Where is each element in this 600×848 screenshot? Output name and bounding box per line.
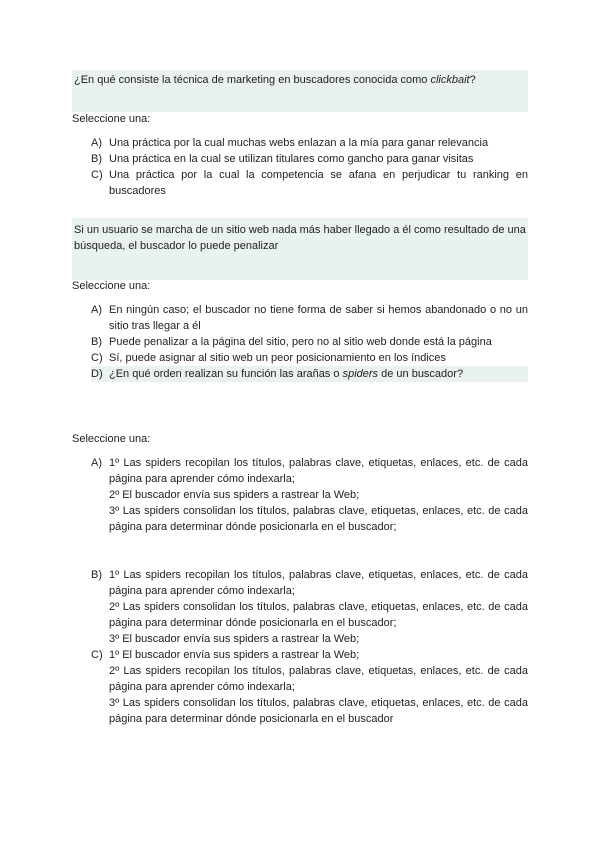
q2-option-c[interactable]: C) Sí, puede asignar al sitio web un peor posicionamiento en los índices [91, 352, 446, 364]
question-2: Si un usuario se marcha de un sitio web nada más haber llegado a él como resultado de una búsqueda, el buscador lo puede penalizar [72, 218, 528, 280]
q1-option-a[interactable]: A) Una práctica por la cual muchas webs enlazan a la mía para ganar relevancia [91, 137, 489, 149]
options-q3 [72, 455, 528, 727]
options-q1 [72, 135, 528, 199]
q2-option-d[interactable]: D) ¿En qué orden realizan su función las arañas o spiders de un buscador? [91, 366, 528, 382]
q3-option-c[interactable]: C) 1º El buscador envía sus spiders a rastrear la Web; 2º Las spiders recopilan los títulos, palabras clave, etiquetas, enlaces, etc. de cada página para aprender cómo indexarla; 3º Las spiders consolidan los títulos, palabras clave, etiquetas, enlaces, etc. de cada página para determinar dónde posicionarla en el buscador [91, 649, 528, 725]
q2-option-b[interactable]: B) Puede penalizar a la página del sitio, pero no al sitio web donde está la página [91, 336, 492, 348]
question-1-italic: clickbait [430, 74, 470, 86]
q2-option-a[interactable]: A) En ningún caso; el buscador no tiene forma de saber si hemos abandonado o no un sitio tras llegar a él [91, 304, 528, 332]
question-1: ¿En qué consiste la técnica de marketing en buscadores conocida como clickbait? [72, 70, 528, 112]
options-q2 [72, 302, 528, 382]
select-label-3: Seleccione una: [72, 433, 151, 445]
question-1-text: ¿En qué consiste la técnica de marketing en buscadores conocida como [74, 74, 431, 86]
q3-option-b[interactable]: B) 1º Las spiders recopilan los títulos, palabras clave, etiquetas, enlaces, etc. de cada página para aprender cómo indexarla; 2º Las spiders consolidan los títulos, palabras clave, etiquetas, enlaces, etc. de cada página para determinar dónde posicionarla en el buscador; 3º El buscador envía sus spiders a rastrear la Web; [91, 569, 528, 645]
q3-option-a[interactable]: A) 1º Las spiders recopilan los títulos, palabras clave, etiquetas, enlaces, etc. de cada página para aprender cómo indexarla; 2º El buscador envía sus spiders a rastrear la Web; 3º Las spiders consolidan los títulos, palabras clave, etiquetas, enlaces, etc. de cada página para determinar dónde posicionarla en el buscador; [91, 457, 528, 533]
q1-option-c[interactable]: C) Una práctica por la cual la competencia se afana en perjudicar tu ranking en buscadores [91, 169, 528, 197]
select-label-2: Seleccione una: [72, 280, 151, 292]
q1-option-b[interactable]: B) Una práctica en la cual se utilizan titulares como gancho para ganar visitas [91, 153, 474, 165]
select-label-1: Seleccione una: [72, 113, 151, 125]
